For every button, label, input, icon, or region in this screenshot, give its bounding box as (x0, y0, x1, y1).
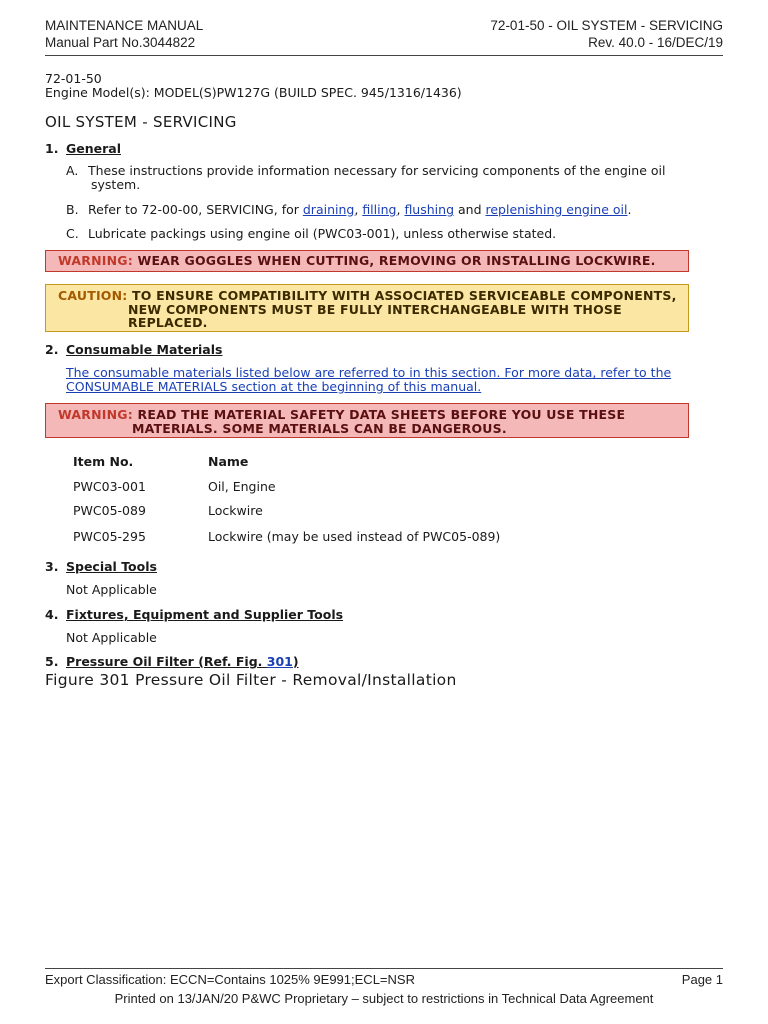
section-number: 4. (45, 607, 59, 622)
section-number: 5. (45, 654, 59, 669)
section-title: General (66, 141, 121, 156)
item-label: B. (66, 202, 79, 217)
section-general-heading (45, 141, 121, 156)
section-consumables-heading (45, 342, 222, 357)
general-item-c (66, 227, 706, 241)
item-text: These instructions provide information necessary for servicing components of the engine oil (88, 163, 666, 178)
item-text: Refer to 72-00-00, SERVICING, for (88, 202, 299, 217)
figure-301-link[interactable]: 301 (266, 654, 293, 669)
item-text-continued: system. (91, 177, 141, 192)
separator: , (396, 202, 401, 217)
consumables-link-line2[interactable]: CONSUMABLE MATERIALS section at the beginning of this manual. (66, 379, 482, 394)
footer-divider (45, 968, 723, 969)
consumables-link-line1[interactable]: The consumable materials listed below are referred to in this section. For more data, refer to the (66, 365, 672, 380)
conjunction: and (457, 202, 482, 217)
item-label: A. (66, 163, 79, 178)
warning-text: WEAR GOGGLES WHEN CUTTING, REMOVING OR INSTALLING LOCKWIRE. (137, 253, 656, 268)
section-title: Pressure Oil Filter (Ref. Fig. (66, 654, 263, 669)
caution-box (45, 284, 689, 332)
general-item-b (66, 203, 706, 217)
header-item-no: Item No. (73, 454, 134, 469)
section-title: Fixtures, Equipment and Supplier Tools (66, 607, 344, 622)
filling-link[interactable]: filling (362, 202, 397, 217)
warning-text-line2: MATERIALS. SOME MATERIALS CAN BE DANGEROUS. (132, 420, 507, 436)
special-tools-text: Not Applicable (66, 582, 157, 597)
warning-label: WARNING: (58, 253, 133, 268)
printed-notice: Printed on 13/JAN/20 P&WC Proprietary – subject to restrictions in Technical Data Agreement (114, 991, 654, 1006)
document-reference (45, 72, 462, 100)
materials-table (73, 454, 633, 554)
revision-info: Rev. 40.0 - 16/DEC/19 (588, 35, 723, 50)
section-reference: 72-01-50 - OIL SYSTEM - SERVICING (490, 18, 723, 33)
warning-goggles-box (45, 250, 689, 272)
closing-paren: ) (292, 654, 299, 669)
caution-text-line3: REPLACED. (128, 315, 208, 330)
page-header-right (45, 17, 723, 51)
section-special-tools-heading (45, 559, 157, 574)
period: . (627, 202, 632, 217)
item-text: Lubricate packings using engine oil (PWC03-001), unless otherwise stated. (88, 226, 557, 241)
caution-label: CAUTION: (58, 288, 128, 303)
replenishing-engine-oil-link[interactable]: replenishing engine oil (485, 202, 628, 217)
page-number: Page 1 (681, 972, 723, 987)
flushing-link[interactable]: flushing (404, 202, 454, 217)
export-classification: Export Classification: ECCN=Contains 1025% 9E991;ECL=NSR (45, 972, 415, 987)
engine-models: Engine Model(s): MODEL(S)PW127G (BUILD SPEC. 945/1316/1436) (45, 85, 462, 100)
separator: , (354, 202, 359, 217)
item-number: PWC03-001 (73, 479, 146, 494)
header-name: Name (208, 454, 249, 469)
manual-title: MAINTENANCE MANUAL (45, 18, 204, 33)
item-number: PWC05-089 (73, 503, 146, 518)
caution-text-line2: NEW COMPONENTS MUST BE FULLY INTERCHANGEABLE WITH THOSE (128, 301, 622, 317)
doc-ref-number: 72-01-50 (45, 71, 102, 86)
section-number: 3. (45, 559, 59, 574)
section-title: Consumable Materials (66, 342, 223, 357)
caution-text-line1: TO ENSURE COMPATIBILITY WITH ASSOCIATED SERVICEABLE COMPONENTS, (132, 288, 677, 303)
section-title: Special Tools (66, 559, 157, 574)
consumable-materials-reference[interactable] (66, 366, 676, 394)
item-name: Lockwire (may be used instead of PWC05-089) (208, 529, 501, 544)
section-number: 2. (45, 342, 59, 357)
warning-label: WARNING: (58, 407, 133, 422)
manual-part-number: Manual Part No.3044822 (45, 35, 196, 50)
footer-top-row (45, 972, 723, 987)
item-number: PWC05-295 (73, 529, 146, 544)
section-number: 1. (45, 141, 59, 156)
section-pressure-filter-heading (45, 654, 299, 669)
header-divider (45, 55, 723, 56)
figure-title: Figure 301 Pressure Oil Filter - Removal/Installation (45, 671, 457, 689)
warning-text-line1: READ THE MATERIAL SAFETY DATA SHEETS BEFORE YOU USE THESE (137, 407, 626, 422)
section-fixtures-heading (45, 607, 343, 622)
item-name: Oil, Engine (208, 479, 276, 494)
fixtures-text: Not Applicable (66, 630, 157, 645)
draining-link[interactable]: draining (302, 202, 355, 217)
warning-msds-box (45, 403, 689, 438)
page-title: OIL SYSTEM - SERVICING (45, 113, 237, 131)
general-item-a (66, 164, 706, 192)
item-name: Lockwire (208, 503, 263, 518)
item-label: C. (66, 226, 79, 241)
